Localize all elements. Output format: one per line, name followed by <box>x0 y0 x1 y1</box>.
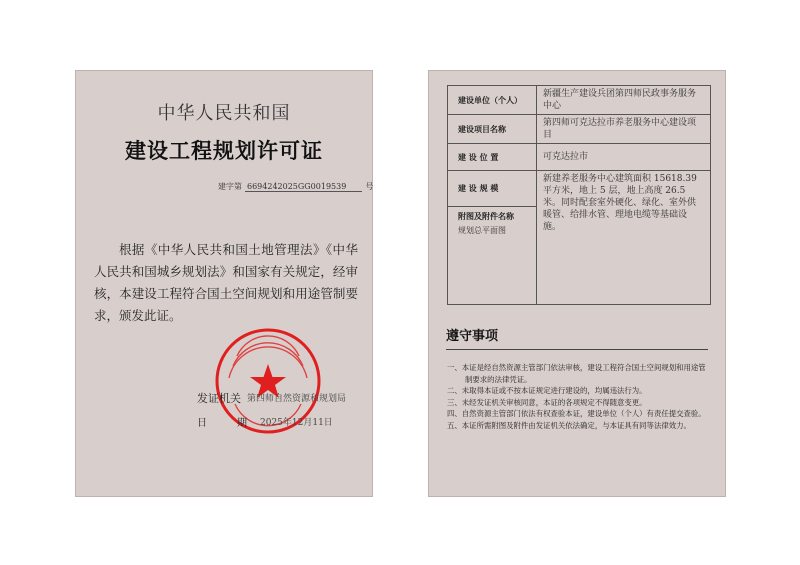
certificate-number: 6694242025GG0019539 <box>245 182 362 192</box>
table-row <box>448 86 711 115</box>
list-item: 二、未取得本证或不按本证规定进行建设的，均属违法行为。 <box>447 386 647 395</box>
row-label: 建设项目名称 <box>448 115 537 144</box>
row-label: 建设单位（个人） <box>448 86 537 115</box>
date-label-1: 日 <box>197 418 207 429</box>
list-item: 五、本证所需附图及附件由发证机关依法确定，与本证具有同等法律效力。 <box>447 420 691 430</box>
date-label <box>197 414 247 429</box>
country-name: 中华人民共和国 <box>157 103 291 124</box>
issuer-name: 第四师自然资源和规划局 <box>247 394 347 404</box>
table-row <box>448 144 711 171</box>
number-prefix: 建字第 <box>218 182 242 191</box>
issue-date: 2025年12月11日 <box>260 418 333 428</box>
rules-list <box>447 362 711 431</box>
certificate-number-line <box>218 181 373 192</box>
date-label-2: 期 <box>237 418 247 429</box>
certificate-title: 建设工程规划许可证 <box>125 138 323 163</box>
row-value: 第四师可克达拉市养老服务中心建设项目 <box>537 115 711 144</box>
row-label: 建 设 位 置 <box>448 144 537 171</box>
attachment-name: 规划总平面图 <box>458 226 506 235</box>
divider <box>446 349 708 350</box>
rules-title: 遵守事项 <box>446 329 499 344</box>
list-item: 四、自然资源主管部门依法有权查验本证，建设单位（个人）有责任提交查验。 <box>447 409 706 418</box>
certificate-back-panel <box>428 70 726 497</box>
row-value: 可克达拉市 <box>537 144 711 171</box>
number-suffix: 号 <box>365 182 374 191</box>
table-row <box>448 171 711 207</box>
certificate-body-text: 根据《中华人民共和国土地管理法》《中华人民共和国城乡规划法》和国家有关规定，经审核，本建设工程符合国土空间规划和用途管制要求，颁发此证。 <box>94 242 358 323</box>
issuer-label: 发证机关 <box>197 392 241 405</box>
list-item: 三、未经发证机关审核同意，本证的各项规定不得随意变更。 <box>447 397 647 407</box>
table-row <box>448 115 711 144</box>
project-info-table <box>447 85 711 305</box>
row-value: 新疆生产建设兵团第四师民政事务服务中心 <box>537 86 711 115</box>
row-label: 建 设 规 模 <box>448 171 537 207</box>
row-label <box>448 207 537 305</box>
list-item: 一、本证是经自然资源主管部门依法审核，建设工程符合国土空间规划和用途管制要求的法律凭证。 <box>447 363 706 384</box>
attachment-label: 附图及附件名称 <box>458 212 514 221</box>
certificate-front-panel <box>75 70 373 497</box>
row-value: 新建养老服务中心建筑面积 15618.39 平方米，地上 5 层，地上高度 26.5 米。同时配套室外硬化、绿化、室外供暖管、给排水管、理地电缆等基础设施。 <box>537 171 711 305</box>
